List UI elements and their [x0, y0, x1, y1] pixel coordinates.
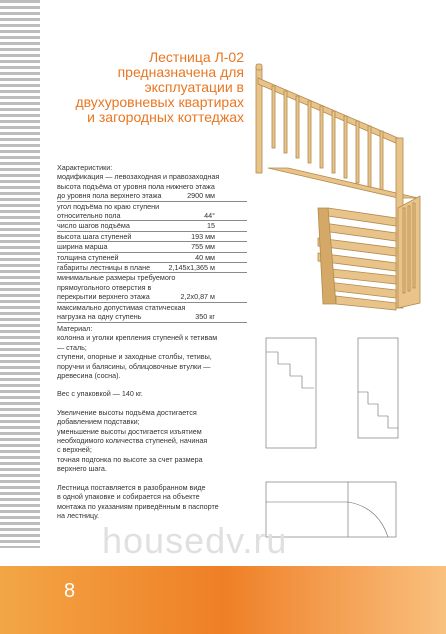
staircase-illustration	[248, 58, 428, 318]
spec-value: 15	[207, 221, 215, 231]
text-line: уменьшение высоты достигается изъятием	[57, 426, 202, 436]
spec-load-label: максимально допустимая статическая	[57, 302, 186, 312]
text-line: на лестницу.	[57, 510, 100, 520]
spec-row-height	[57, 191, 247, 201]
text-line: добавлением подставки;	[57, 417, 140, 427]
text-line: древесина (сосна).	[57, 371, 121, 381]
spec-row-angle	[57, 211, 247, 221]
text-line: Увеличение высоты подъёма достигается	[57, 407, 197, 417]
text-line: колонна и уголки крепления ступеней к тетивам	[57, 333, 218, 343]
spec-value: 40 мм	[195, 252, 215, 262]
spec-row-opening	[57, 292, 247, 302]
page-title	[44, 50, 244, 125]
technical-drawings	[248, 332, 418, 542]
spec-label: относительно пола	[57, 211, 121, 221]
title-line: предназначена для	[117, 64, 244, 80]
adjust-paragraph	[57, 408, 247, 474]
material-paragraph	[57, 324, 247, 380]
spec-label: число шагов подъёма	[57, 221, 130, 231]
text-line: необходимого количества ступеней, начиная	[57, 436, 208, 446]
description	[57, 324, 247, 529]
text-line: ступени, опорные и заходные столбы, тетивы,	[57, 352, 212, 362]
spec-label: габариты лестницы в плане	[57, 263, 151, 273]
front-view-drawing	[358, 338, 398, 438]
spec-value: 44°	[204, 211, 215, 221]
spec-label: перекрытии верхнего этажа	[57, 292, 150, 302]
weight-paragraph: Вес с упаковкой — 140 кг.	[57, 389, 143, 399]
title-line: и загородных коттеджах	[87, 109, 244, 125]
spec-row-width	[57, 242, 247, 252]
spec-value: 350 кг	[195, 312, 215, 322]
side-view-drawing	[266, 338, 316, 448]
spec-value: 2,2х0,87 м	[180, 292, 215, 302]
text-line: Лестница поставляется в разобранном виде	[57, 482, 206, 492]
text-line: с верхней;	[57, 445, 92, 455]
spec-opening-label: прямоугольного отверстия в	[57, 282, 152, 292]
title-line: двухуровневых квартирах	[75, 94, 244, 110]
specs-heading: Характеристики:	[57, 163, 113, 172]
spec-value: 755 мм	[191, 242, 215, 252]
title-line: Лестница Л-02	[148, 49, 244, 65]
upper-landing	[268, 168, 418, 198]
newel-cap	[256, 64, 262, 70]
text-line: точная подгонка по высоте за счет размера	[57, 454, 203, 464]
watermark: housedv.ru	[102, 520, 288, 561]
text-line: монтажа по указаниям приведённым в паспорте	[57, 501, 219, 511]
spec-row-load	[57, 312, 247, 322]
upper-handrail	[258, 78, 398, 144]
page-number: 8	[64, 580, 76, 602]
spec-row-steps	[57, 221, 247, 231]
text-line: — сталь;	[57, 342, 87, 352]
spec-label: до уровня пола верхнего этажа	[57, 191, 162, 201]
specifications	[57, 163, 247, 323]
spec-row-dims	[57, 263, 247, 273]
spec-value: 193 мм	[191, 231, 215, 241]
spec-label: толщина ступеней	[57, 252, 119, 262]
delivery-paragraph	[57, 483, 247, 521]
spec-label: нагрузка на одну ступень	[57, 312, 142, 322]
text-line: верхнего шага.	[57, 464, 107, 474]
title-line: эксплуатации в	[144, 79, 244, 95]
spec-row-thickness	[57, 253, 247, 263]
spec-row-step-height	[57, 232, 247, 242]
spec-opening-label: минимальные размеры требуемого	[57, 273, 176, 283]
spec-value: 2,145х1,365 м	[168, 263, 215, 273]
spec-label: ширина марша	[57, 242, 108, 252]
text-line: поручни и балясины, облицовочные втулки —	[57, 361, 211, 371]
decorative-stripes	[0, 0, 40, 548]
text-line: в одной упаковке и собирается на объекте	[57, 492, 200, 502]
spec-modification: модификация — левозаходная и правозаходная	[57, 172, 220, 182]
spec-angle-label: угол подъёма по краю ступени	[57, 201, 160, 211]
spec-height-label: высота подъёма от уровня пола нижнего этажа	[57, 181, 215, 191]
text-line: Материал:	[57, 324, 93, 333]
spec-label: высота шага ступеней	[57, 231, 132, 241]
spec-value: 2900 мм	[187, 191, 215, 201]
